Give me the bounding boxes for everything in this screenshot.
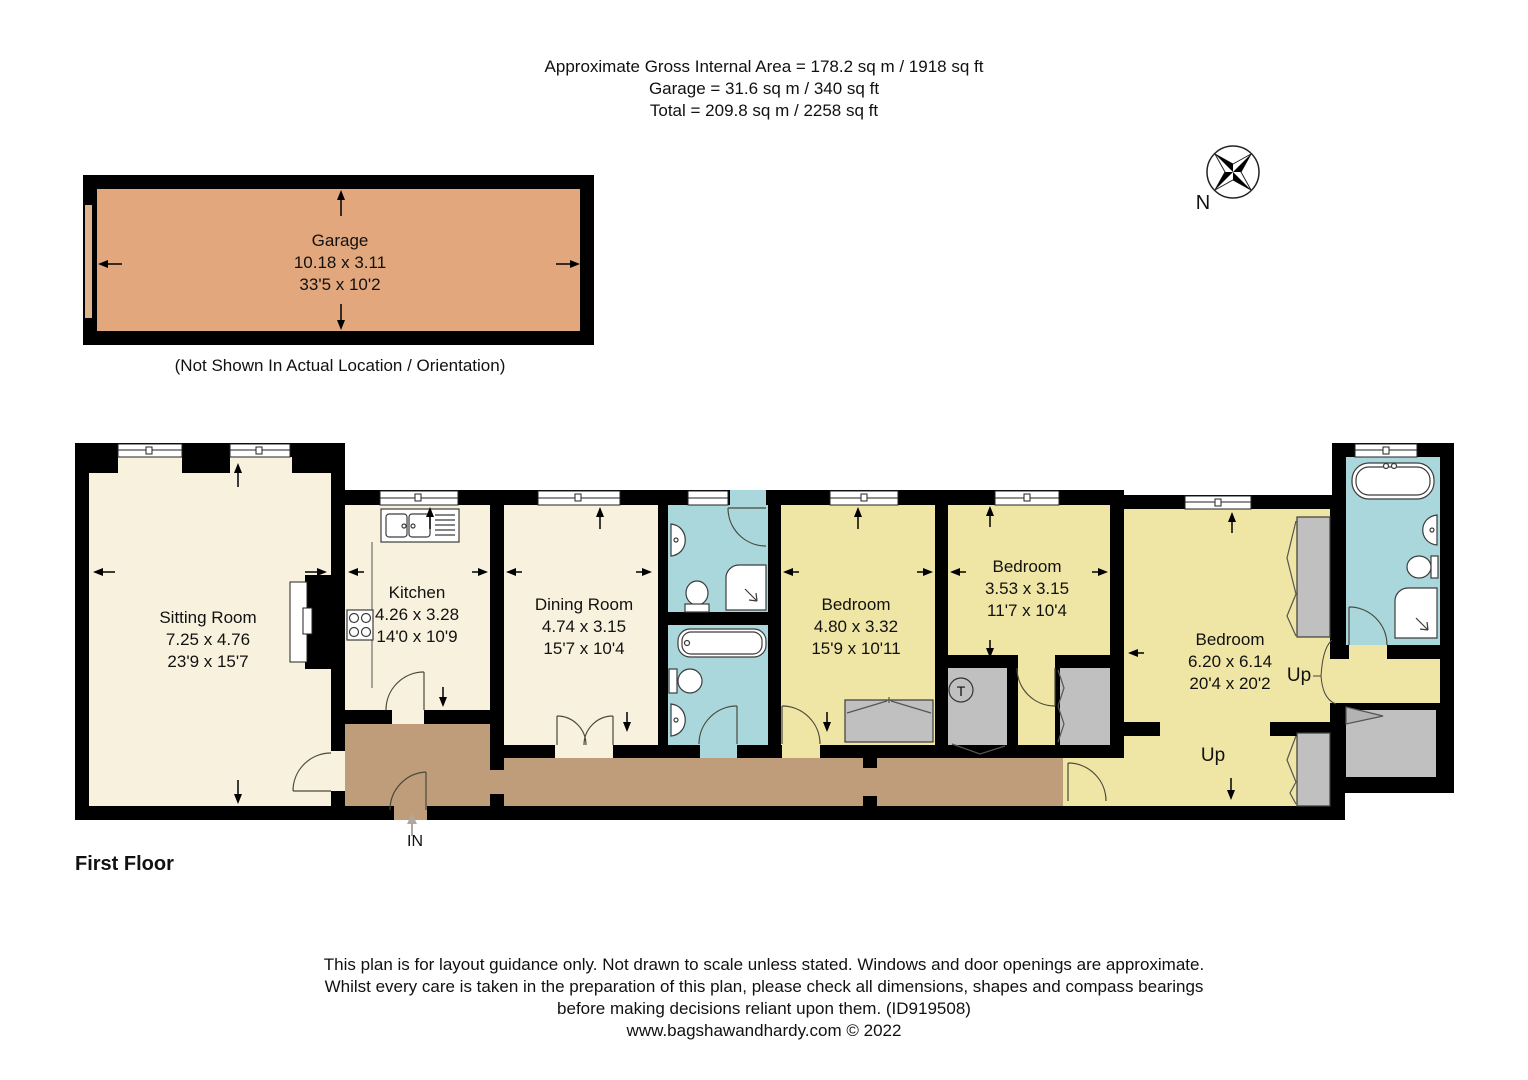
room-metric: 6.20 x 6.14 [1187, 652, 1273, 671]
compass-icon [1207, 146, 1259, 198]
garage-door [85, 205, 92, 318]
room-metric: 3.53 x 3.15 [984, 579, 1070, 598]
room-metric: 4.26 x 3.28 [374, 605, 460, 624]
room-label-bedroom-2 [985, 556, 1069, 622]
disclaimer-line-2: Whilst every care is taken in the preparation of this plan, please check all dimensions, shapes and compass bearings [324, 977, 1204, 996]
room-imperial: 20'4 x 20'2 [1189, 674, 1271, 693]
header-total-line: Total = 209.8 sq m / 2258 sq ft [649, 101, 879, 120]
disclaimer-line-3: before making decisions reliant upon them. (ID919508) [557, 999, 971, 1018]
entrance-hall [345, 724, 490, 806]
bath-icon [678, 629, 766, 657]
window [230, 444, 290, 457]
cupboard [1060, 668, 1110, 745]
room-label-kitchen [375, 582, 459, 648]
room-imperial: 15'7 x 10'4 [543, 639, 625, 658]
window [830, 491, 898, 505]
room-name: Dining Room [534, 595, 634, 614]
window [380, 491, 458, 505]
toilet-icon [1407, 556, 1438, 578]
room-name: Bedroom [992, 557, 1062, 576]
in-label: IN [407, 833, 423, 850]
window [118, 444, 182, 457]
floor-title: First Floor [75, 853, 174, 875]
window [538, 491, 620, 505]
tank-label: T [956, 683, 966, 699]
wardrobe [845, 697, 933, 742]
toilet-icon [669, 669, 702, 693]
room-name: Kitchen [388, 583, 446, 602]
room-imperial: 33'5 x 10'2 [299, 275, 381, 294]
stair-landing-right [1346, 659, 1440, 703]
garage-note: (Not Shown In Actual Location / Orientation) [174, 356, 506, 375]
room-imperial: 15'9 x 10'11 [811, 639, 901, 658]
toilet-icon [685, 581, 709, 612]
room-metric: 7.25 x 4.76 [165, 630, 251, 649]
header-garage-line: Garage = 31.6 sq m / 340 sq ft [648, 79, 880, 98]
room-metric: 10.18 x 3.11 [293, 253, 387, 272]
room-imperial: 11'7 x 10'4 [987, 601, 1067, 620]
window [688, 491, 728, 505]
room-label-sitting-room [159, 607, 256, 673]
disclaimer-line-1: This plan is for layout guidance only. Not drawn to scale unless stated. Windows and door openings are approximate. [323, 955, 1205, 974]
room-imperial: 23'9 x 15'7 [167, 652, 249, 671]
room-name: Sitting Room [159, 608, 257, 627]
shower-icon [726, 565, 766, 610]
website-credit: www.bagshawandhardy.com © 2022 [626, 1021, 902, 1040]
room-imperial: 14'0 x 10'9 [376, 627, 458, 646]
room-label-bedroom-3 [1188, 629, 1272, 695]
room-name: Bedroom [1195, 630, 1265, 649]
corridor [504, 758, 1063, 806]
room-metric: 4.74 x 3.15 [541, 617, 627, 636]
shower-icon [1395, 588, 1437, 638]
room-name: Bedroom [821, 595, 891, 614]
room-label-dining-room [535, 594, 633, 660]
compass-north-label: N [1195, 192, 1211, 214]
room-label-garage [294, 230, 386, 296]
up-label-2: Up [1200, 745, 1226, 766]
kitchen-sink-icon [381, 509, 459, 542]
window [1355, 444, 1417, 457]
header-area-line: Approximate Gross Internal Area = 178.2 sq m / 1918 sq ft [544, 57, 984, 76]
room-name: Garage [311, 231, 369, 250]
bath-icon [1352, 463, 1434, 499]
up-label-1: Up [1286, 665, 1312, 686]
room-label-bedroom-1 [811, 594, 900, 660]
hob-icon [347, 610, 373, 640]
window [995, 491, 1059, 505]
window [1185, 496, 1251, 509]
lobby [1018, 668, 1055, 745]
room-metric: 4.80 x 3.32 [813, 617, 899, 636]
